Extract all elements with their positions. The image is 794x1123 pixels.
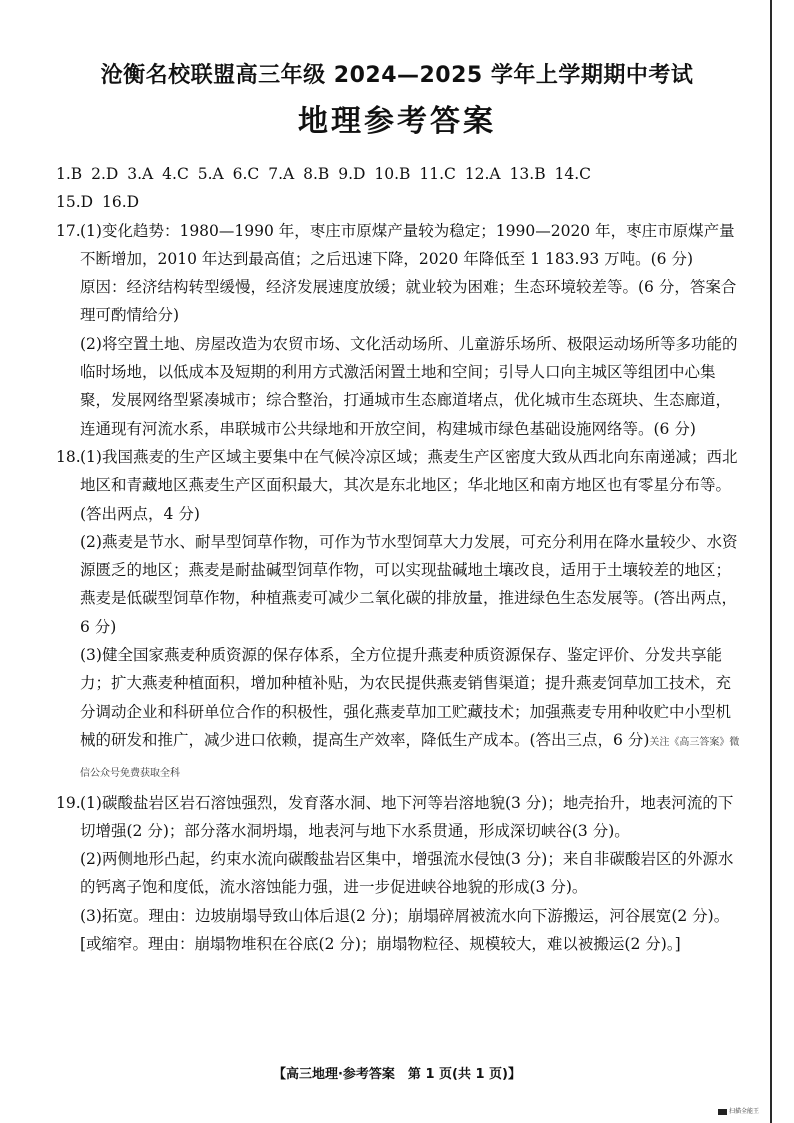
question-17 — [56, 217, 746, 443]
question-number: 19. — [56, 793, 81, 812]
page-title: 地理参考答案 — [298, 104, 496, 139]
answer-paragraph — [80, 641, 746, 788]
answer-paragraph: (1)变化趋势：1980—1990 年，枣庄市原煤产量较为稳定；1990—2020 年，枣庄市原煤产量不断增加，2010 年达到最高值；之后迅速下降，2020 年降低至 1 183.93 万吨。(6 分) — [80, 221, 735, 268]
question-19 — [56, 789, 746, 959]
question-number: 18. — [56, 447, 81, 466]
answer-text: (3)健全国家燕麦种质资源的保存体系，全方位提升燕麦种质资源保存、鉴定评价、分发共享能力；扩大燕麦种植面积，增加种植补贴，为农民提供燕麦销售渠道；提升燕麦饲草加工技术，充分调动企业和科研单位合作的积极性，强化燕麦草加工贮藏技术；加强燕麦专用种收贮中小型机械的研发和推广，减少进口依赖，提高生产效率，降低生产成本。(答出三点，6 分) — [80, 646, 732, 749]
answer-paragraph: (1)我国燕麦的生产区域主要集中在气候冷凉区域；燕麦生产区密度大致从西北向东南递减；西北地区和青藏地区燕麦生产区面积最大，其次是东北地区；华北地区和南方地区也有零星分布等。(答出两点，4 分) — [80, 447, 738, 523]
page-edge-line — [770, 0, 772, 1123]
answer-paragraph: [或缩窄。理由：崩塌物堆积在谷底(2 分)；崩塌物粒径、规模较大，难以被搬运(2 分)。] — [80, 935, 681, 954]
stamp-text: 扫描全能王 — [729, 1108, 760, 1115]
choice-answers-line-2: 15.D 16.D — [56, 193, 140, 212]
answer-paragraph: (3)拓宽。理由：边坡崩塌导致山体后退(2 分)；崩塌碎屑被流水向下游搬运，河谷展宽(2 分)。 — [80, 906, 730, 925]
answer-content — [56, 160, 746, 958]
question-18 — [56, 443, 746, 789]
scanner-stamp — [718, 1106, 759, 1115]
exam-title: 沧衡名校联盟高三年级 2024—2025 学年上学期期中考试 — [100, 63, 694, 88]
choice-answers-line-1: 1.B 2.D 3.A 4.C 5.A 6.C 7.A 8.B 9.D 10.B 11.C 12.A 13.B 14.C — [56, 165, 592, 183]
answer-paragraph: (2)将空置土地、房屋改造为农贸市场、文化活动场所、儿童游乐场所、极限运动场所等多功能的临时场地，以低成本及短期的利用方式激活闲置土地和空间；引导人口向主城区等组团中心集聚，发展网络型紧凑城市；综合整治，打通城市生态廊道堵点，优化城市生态斑块、生态廊道，连通现有河流水系，串联城市公共绿地和开放空间，构建城市绿色基础设施网络等。(6 分) — [80, 334, 738, 438]
answer-paragraph: (1)碳酸盐岩区岩石溶蚀强烈，发育落水洞、地下河等岩溶地貌(3 分)；地壳抬升，地表河流的下切增强(2 分)；部分落水洞坍塌，地表河与地下水系贯通，形成深切峡谷(3 分)。 — [80, 793, 734, 840]
answer-paragraph: 原因：经济结构转型缓慢，经济发展速度放缓；就业较为困难；生态环境较差等。(6 分，答案合理可酌情给分) — [80, 278, 737, 325]
answer-paragraph: (2)燕麦是节水、耐旱型饲草作物，可作为节水型饲草大力发展，可充分利用在降水量较少、水资源匮乏的地区；燕麦是耐盐碱型饲草作物，可以实现盐碱地土壤改良，适用于土壤较差的地区；燕麦是低碳型饲草作物，种植燕麦可减少二氧化碳的排放量，推进绿色生态发展等。(答出两点，6 分) — [80, 532, 738, 636]
answer-paragraph: (2)两侧地形凸起，约束水流向碳酸盐岩区集中，增强流水侵蚀(3 分)；来自非碳酸岩区的外源水的钙离子饱和度低，流水溶蚀能力强，进一步促进峡谷地貌的形成(3 分)。 — [80, 850, 734, 897]
page-footer: 【高三地理·参考答案 第 1 页(共 1 页)】 — [272, 1067, 522, 1082]
qr-code-icon — [718, 1109, 727, 1115]
question-number: 17. — [56, 221, 81, 240]
watermark-note: 关注《高三答案》微信公众号免费获取全科 — [80, 736, 740, 780]
